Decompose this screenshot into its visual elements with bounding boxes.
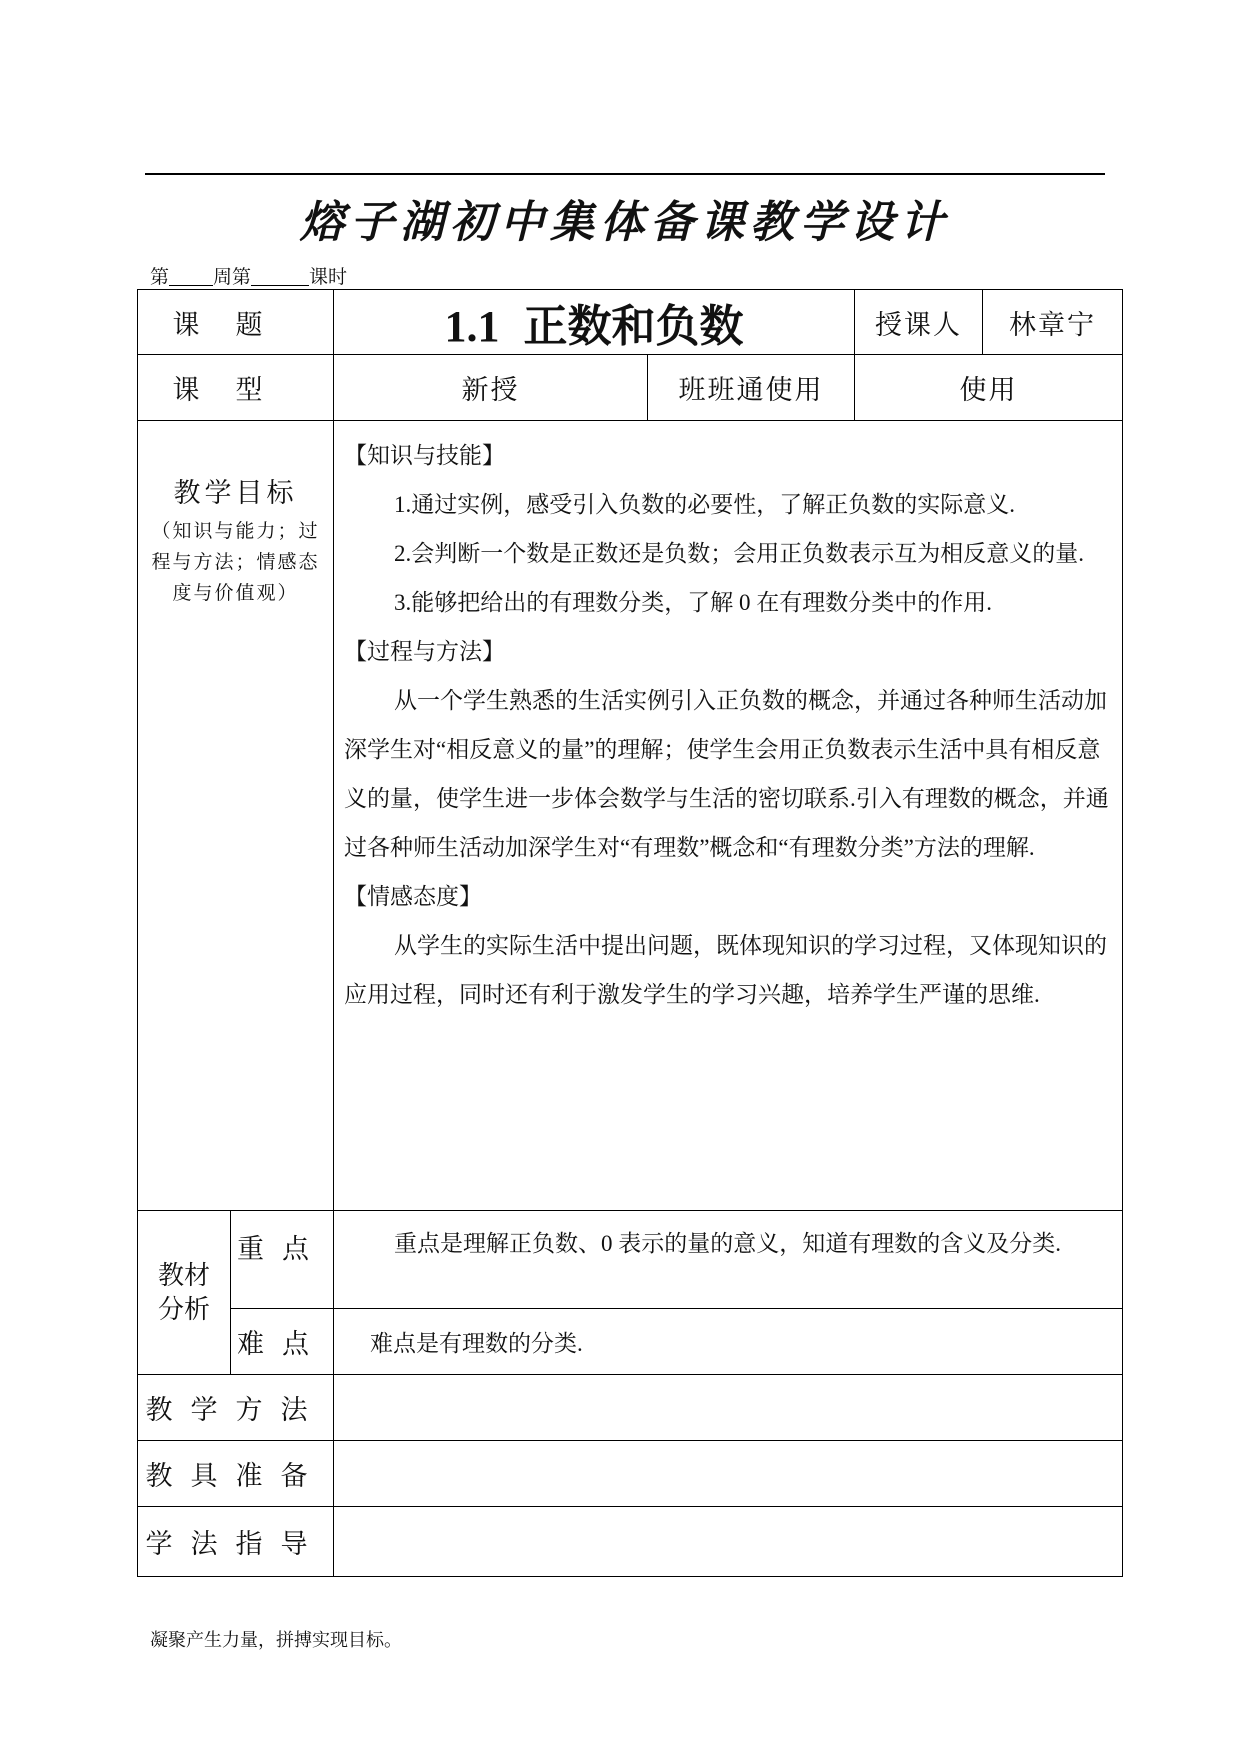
- type-label-cell: [138, 355, 334, 421]
- week-line: [150, 262, 347, 289]
- week-blank: [169, 269, 213, 286]
- topic-row: [138, 290, 1123, 355]
- knowledge-item-3: 3.能够把给出的有理数分类，了解 0 在有理数分类中的作用.: [394, 590, 992, 615]
- type-row: [138, 355, 1123, 421]
- topic-title: 正数和负数: [523, 302, 744, 351]
- lesson-blank: [251, 269, 309, 286]
- key-point-row: [138, 1211, 1123, 1309]
- topic-label-cell: [138, 290, 334, 355]
- week-suffix: 课时: [309, 267, 348, 288]
- bbt-label: 班班通使用: [648, 355, 855, 421]
- tools-label: 教具准备: [145, 1461, 326, 1492]
- process-text: 从一个学生熟悉的生活实例引入正负数的概念，并通过各种师生活动加深学生对“相反意义的量”的理解；使学生会用正负数表示生活中具有相反意义的量，使学生进一步体会数学与生活的密切联系.引入有理数的概念，并通过各种师生活动加深学生对“有理数”概念和“有理数分类”方法的理解.: [344, 688, 1109, 860]
- method-row: [138, 1375, 1123, 1441]
- analysis-label: [138, 1211, 231, 1375]
- objectives-row: [138, 421, 1123, 1211]
- teacher-label: 授课人: [855, 290, 983, 355]
- topic-number: 1.1: [444, 302, 500, 351]
- week-prefix: 第: [150, 267, 170, 288]
- method-label-cell: [138, 1375, 334, 1441]
- guide-label: 学法指导: [145, 1529, 326, 1560]
- difficulty-label: 难点: [231, 1309, 334, 1375]
- bbt-value: 使用: [855, 355, 1123, 421]
- objectives-content: [334, 421, 1123, 1211]
- objectives-label: 教学目标: [173, 478, 298, 509]
- emotion-heading: 【情感态度】: [344, 884, 482, 909]
- guide-label-cell: [138, 1507, 334, 1577]
- topic-label: 课题: [172, 309, 299, 341]
- emotion-text: 从学生的实际生活中提出问题，既体现知识的学习过程，又体现知识的应用过程，同时还有利于激发学生的学习兴趣，培养学生严谨的思维.: [344, 933, 1107, 1007]
- teacher-name: 林章宁: [983, 290, 1123, 355]
- tools-label-cell: [138, 1441, 334, 1507]
- key-label: 重点: [231, 1211, 334, 1309]
- method-content: [334, 1375, 1123, 1441]
- footer-motto: 凝聚产生力量，拼搏实现目标。: [150, 1630, 402, 1650]
- knowledge-item-1: 1.通过实例，感受引入负数的必要性，了解正负数的实际意义.: [394, 492, 1015, 517]
- guide-content: [334, 1507, 1123, 1577]
- document-title: 熔子湖初中集体备课教学设计: [300, 197, 950, 248]
- guide-row: [138, 1507, 1123, 1577]
- type-label: 课型: [172, 375, 299, 406]
- difficulty-text: 难点是有理数的分类.: [334, 1309, 1123, 1375]
- difficulty-row: [138, 1309, 1123, 1375]
- type-value: 新授: [334, 355, 648, 421]
- key-text: 重点是理解正负数、0 表示的量的意义，知道有理数的含义及分类.: [334, 1211, 1123, 1309]
- objectives-sublabel: （知识与能力；过程与方法；情感态度与价值观）: [151, 520, 320, 604]
- objectives-label-cell: [138, 421, 334, 1211]
- week-mid: 周第: [213, 267, 252, 288]
- top-rule: [145, 173, 1105, 175]
- tools-row: [138, 1441, 1123, 1507]
- lesson-plan-table: [137, 289, 1123, 1577]
- analysis-label-text: 教材分析: [157, 1260, 210, 1325]
- topic-cell: [334, 290, 855, 355]
- method-label: 教学方法: [145, 1395, 326, 1426]
- tools-content: [334, 1441, 1123, 1507]
- knowledge-heading: 【知识与技能】: [344, 443, 505, 468]
- knowledge-item-2: 2.会判断一个数是正数还是负数；会用正负数表示互为相反意义的量.: [394, 541, 1084, 566]
- process-heading: 【过程与方法】: [344, 639, 505, 664]
